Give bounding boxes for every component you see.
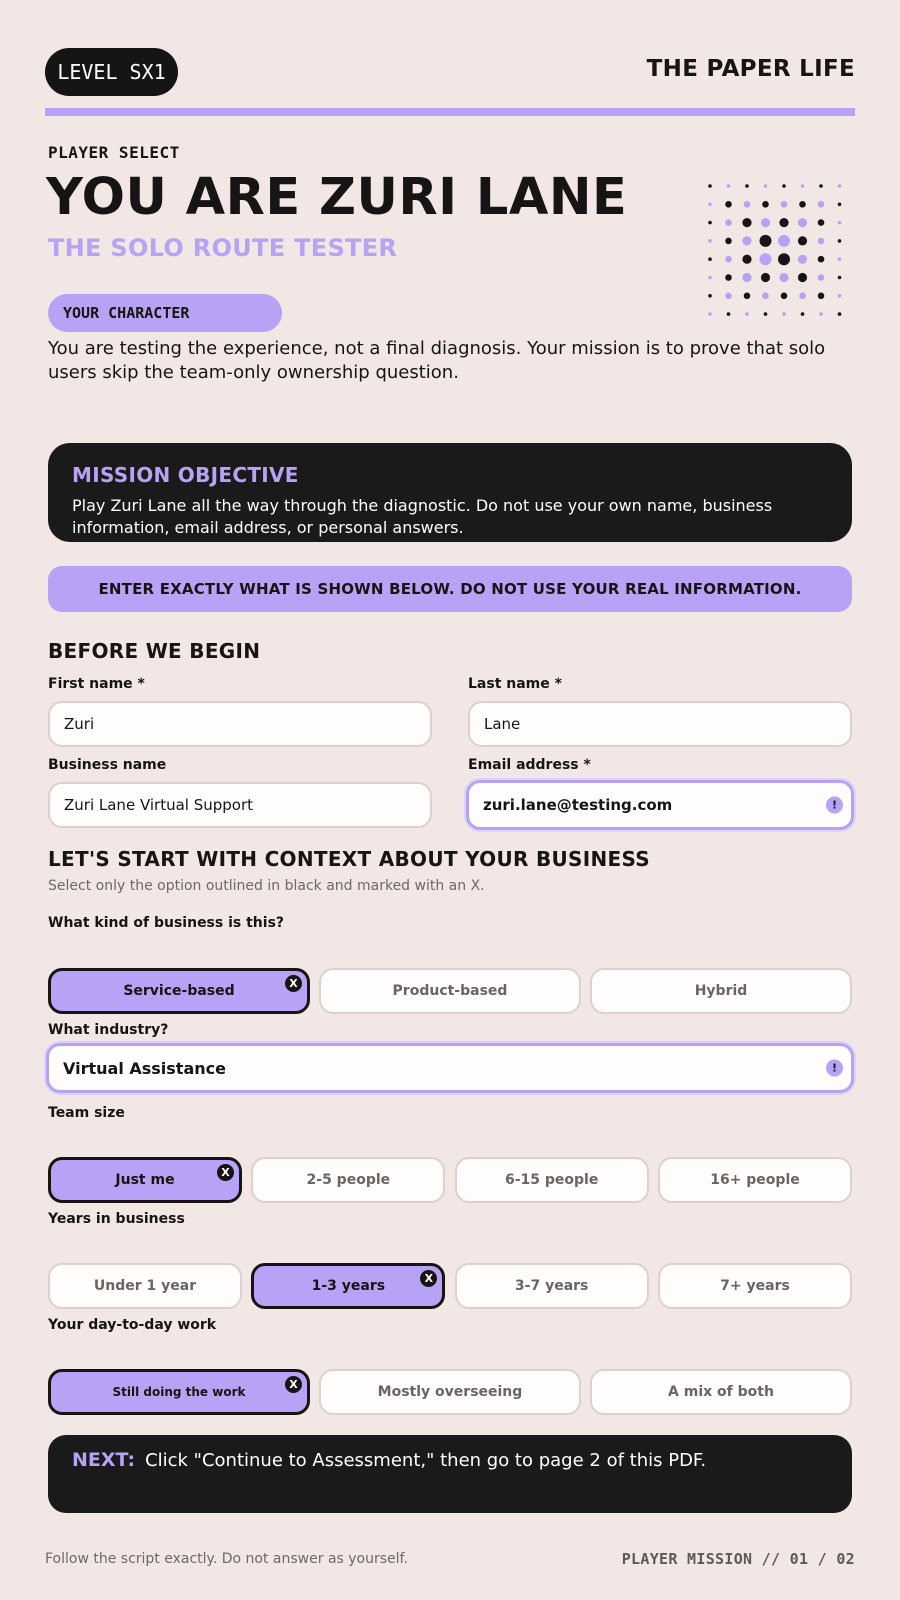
pattern-dot: [798, 255, 807, 264]
pattern-dot: [764, 312, 768, 316]
pattern-dot: [725, 238, 732, 245]
business-kind-option-label: Service-based: [123, 983, 235, 999]
pattern-dot: [708, 276, 712, 280]
pattern-dot: [779, 273, 788, 282]
pattern-dot: [725, 219, 732, 226]
pattern-dot: [744, 293, 751, 300]
pattern-dot: [708, 257, 712, 261]
team-size-label: Team size: [48, 1105, 125, 1121]
pattern-dot: [838, 294, 842, 298]
industry-value: Virtual Assistance: [63, 1058, 226, 1078]
email-field[interactable]: [466, 780, 854, 830]
context-hint: Select only the option outlined in black and marked with an X.: [48, 878, 485, 894]
pattern-dot: [781, 201, 788, 208]
pattern-dot: [819, 184, 823, 188]
first-name-value: Zuri: [64, 715, 95, 733]
pattern-dot: [708, 184, 712, 188]
pattern-dot: [708, 312, 712, 316]
next-text: Click "Continue to Assessment," then go to page 2 of this PDF.: [145, 1450, 707, 1471]
pattern-dot: [818, 201, 825, 208]
alert-icon: !: [826, 1060, 843, 1077]
pattern-dot: [725, 256, 732, 263]
pattern-dot: [819, 312, 823, 316]
pattern-dot: [778, 253, 790, 265]
pattern-dot: [838, 203, 842, 207]
pattern-dot: [760, 253, 772, 265]
pattern-dot: [761, 218, 770, 227]
years-option-label: 1-3 years: [311, 1278, 386, 1294]
daily-work-option-label: A mix of both: [668, 1384, 774, 1400]
pattern-dot: [744, 201, 751, 208]
pattern-dot: [782, 184, 786, 188]
pattern-dot: [838, 276, 842, 280]
business-kind-option-1[interactable]: [319, 968, 581, 1014]
business-kind-option-label: Hybrid: [694, 983, 748, 999]
daily-work-option-2[interactable]: [590, 1369, 852, 1415]
pattern-dot: [742, 236, 751, 245]
character-description: You are testing the experience, not a final diagnosis. Your mission is to prove that solo users skip the team-only ownership question.: [48, 338, 826, 383]
years-option-0[interactable]: [48, 1263, 242, 1309]
mission-title: MISSION OBJECTIVE: [72, 463, 299, 487]
years-label: Years in business: [48, 1211, 185, 1227]
pattern-dot: [745, 312, 749, 316]
selected-x-icon: X: [420, 1270, 437, 1287]
daily-work-option-0[interactable]: [48, 1369, 310, 1415]
pattern-dot: [798, 273, 807, 282]
pattern-dot: [708, 294, 712, 298]
years-option-2[interactable]: [455, 1263, 649, 1309]
pattern-dot: [742, 255, 751, 264]
pattern-dot: [838, 312, 842, 316]
years-option-3[interactable]: [658, 1263, 852, 1309]
pattern-dot: [725, 201, 732, 208]
pattern-dot: [708, 203, 712, 207]
years-option-1[interactable]: [251, 1263, 445, 1309]
team-size-option-label: 6-15 people: [504, 1172, 599, 1188]
daily-work-label: Your day-to-day work: [48, 1317, 217, 1333]
character-pill: YOUR CHARACTER: [48, 294, 282, 332]
business-kind-option-label: Product-based: [392, 983, 508, 999]
business-name-label: Business name: [48, 757, 167, 773]
team-size-option-2[interactable]: [455, 1157, 649, 1203]
warning-banner: ENTER EXACTLY WHAT IS SHOWN BELOW. DO NOT USE YOUR REAL INFORMATION.: [48, 566, 852, 612]
pattern-dot: [818, 293, 825, 300]
pattern-dot: [760, 235, 772, 247]
team-size-option-3[interactable]: [658, 1157, 852, 1203]
years-option-label: Under 1 year: [93, 1278, 197, 1294]
pattern-dot: [764, 184, 768, 188]
pattern-dot: [708, 239, 712, 243]
team-size-option-label: 16+ people: [710, 1172, 800, 1188]
level-badge: LEVEL SX1: [45, 48, 178, 96]
selected-x-icon: X: [285, 1376, 302, 1393]
pattern-dot: [801, 184, 805, 188]
pattern-dot: [801, 312, 805, 316]
pattern-dot: [781, 293, 788, 300]
last-name-label: Last name *: [468, 676, 562, 692]
pattern-dot: [818, 219, 825, 226]
industry-label: What industry?: [48, 1022, 169, 1038]
email-label: Email address *: [468, 757, 591, 773]
daily-work-option-label: Still doing the work: [112, 1385, 246, 1399]
pattern-dot: [838, 239, 842, 243]
mission-text: Play Zuri Lane all the way through the diagnostic. Do not use your own name, business information, email address, or personal answers.: [72, 496, 773, 537]
hero-subtitle: THE SOLO ROUTE TESTER: [48, 234, 398, 262]
team-size-option-1[interactable]: [251, 1157, 445, 1203]
business-name-value: Zuri Lane Virtual Support: [64, 796, 254, 814]
business-name-field[interactable]: [48, 782, 432, 828]
before-title: BEFORE WE BEGIN: [48, 639, 261, 663]
hero-title: YOU ARE ZURI LANE: [46, 168, 628, 227]
last-name-value: Lane: [484, 715, 521, 733]
first-name-field[interactable]: [48, 701, 432, 747]
dot-pattern-graphic: [700, 178, 850, 320]
pattern-dot: [725, 293, 732, 300]
footer-note: Follow the script exactly. Do not answer as yourself.: [45, 1551, 408, 1567]
pattern-dot: [745, 184, 749, 188]
next-step-box: [48, 1435, 852, 1513]
years-option-label: 7+ years: [720, 1278, 790, 1294]
pattern-dot: [727, 184, 731, 188]
pattern-dot: [779, 218, 788, 227]
brand-title: THE PAPER LIFE: [646, 56, 855, 82]
page-indicator: PLAYER MISSION // 01 / 02: [621, 1550, 855, 1568]
business-kind-label: What kind of business is this?: [48, 915, 285, 931]
pattern-dot: [762, 201, 769, 208]
pattern-dot: [799, 293, 806, 300]
industry-field[interactable]: [46, 1043, 854, 1093]
daily-work-option-1[interactable]: [319, 1369, 581, 1415]
pattern-dot: [838, 221, 842, 225]
last-name-field[interactable]: [468, 701, 852, 747]
pattern-dot: [742, 218, 751, 227]
email-value: zuri.lane@testing.com: [483, 796, 673, 814]
pattern-dot: [762, 293, 769, 300]
pattern-dot: [778, 235, 790, 247]
daily-work-option-label: Mostly overseeing: [377, 1384, 523, 1400]
mission-objective-box: [48, 443, 852, 542]
pattern-dot: [818, 238, 825, 245]
pattern-dot: [818, 274, 825, 281]
context-title: LET'S START WITH CONTEXT ABOUT YOUR BUSINESS: [48, 847, 650, 871]
pattern-dot: [742, 273, 751, 282]
pattern-dot: [725, 274, 732, 281]
team-size-option-0[interactable]: [48, 1157, 242, 1203]
pattern-dot: [782, 312, 786, 316]
pattern-dot: [708, 221, 712, 225]
header-rule: [45, 108, 855, 116]
pattern-dot: [838, 184, 842, 188]
pattern-dot: [799, 201, 806, 208]
pattern-dot: [727, 312, 731, 316]
first-name-label: First name *: [48, 676, 145, 692]
years-option-label: 3-7 years: [514, 1278, 589, 1294]
kicker: PLAYER SELECT: [48, 143, 180, 162]
selected-x-icon: X: [285, 975, 302, 992]
pattern-dot: [798, 236, 807, 245]
pattern-dot: [798, 218, 807, 227]
business-kind-option-2[interactable]: [590, 968, 852, 1014]
pattern-dot: [818, 256, 825, 263]
business-kind-option-0[interactable]: [48, 968, 310, 1014]
team-size-option-label: Just me: [115, 1172, 175, 1188]
pattern-dot: [761, 273, 770, 282]
selected-x-icon: X: [217, 1164, 234, 1181]
team-size-option-label: 2-5 people: [306, 1172, 391, 1188]
next-label: NEXT:: [72, 1449, 136, 1471]
pattern-dot: [838, 257, 842, 261]
alert-icon: !: [826, 797, 843, 814]
